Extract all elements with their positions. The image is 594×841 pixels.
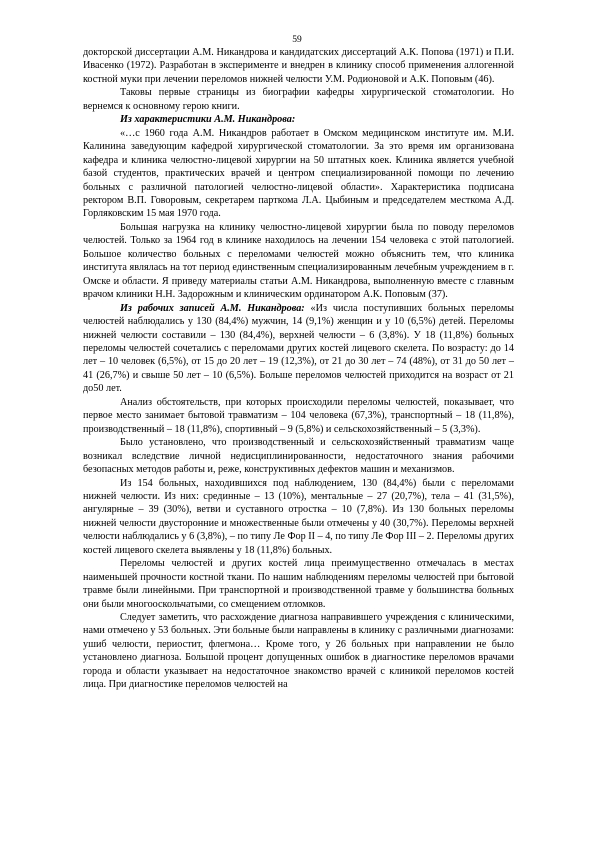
paragraph-lead: Из характеристики А.М. Никандрова:	[120, 114, 296, 126]
paragraph-text: «Из числа поступивших больных переломы челюстей наблюдались у 130 (84,4%) мужчин, 14 (9,1%) женщин и у 10 (6,5%) детей. Переломы нижней челюсти составили – 130 (84,4%), верхней челюсти – 6 (3,8%). У 18 (11,8%) больных переломы челюстей сочетались с переломами других костей лицевого скелета. По возрасту: до 14 лет – 10 человек (6,5%), от 15 до 20 лет – 19 (12,3%), от 21 до 30 лет – 74 (48%), от 31 до 50 лет – 41 (26,7%) и свыше 50 лет – 10 (6,5%). Больше переломов челюстей приходится на возраст от 21 до50 лет.	[83, 302, 514, 395]
paragraph-text: докторской диссертации А.М. Никандрова и кандидатских диссертаций А.К. Попова (1971) и П.И. Ивасенко (1972). Разработан в эксперименте и внедрен в клинику способ применения аллогенной костной муки при лечении переломов нижней челюсти У.М. Родионовой и А.К. Поповым (46).	[83, 47, 514, 85]
paragraph	[83, 221, 514, 302]
paragraph-text: Большая нагрузка на клинику челюстно-лицевой хирургии была по поводу переломов челюстей. Только за 1964 год в клинике находилось на лечении 154 человека с этой патологией. Большое количество больных с переломами челюстей можно объяснить тем, что клиника института являлась на тот период единственным специализированным лечебным учреждением в г. Омске и области. Я приведу материалы статьи А.М. Никандрова, выполненную вместе с главным врачом клиники Н.Н. Задорожным и клиническим ординатором А.К. Поповым (37).	[83, 221, 514, 301]
paragraph	[83, 396, 514, 436]
paragraph-text: Анализ обстоятельств, при которых происходили переломы челюстей, показывает, что первое место занимает бытовой травматизм – 104 человека (67,3%), транспортный – 18 (11,8%), производственный – 18 (11,8%), спортивный – 9 (5,8%) и сельскохозяйственный – 5 (3,3%).	[83, 396, 514, 435]
paragraph	[83, 611, 514, 692]
paragraph-text: Переломы челюстей и других костей лица преимущественно отмечалась в местах наименьшей прочности костной ткани. По нашим наблюдениям переломы челюстей при бытовой травме были линейными. При транспортной и производственной травме у большинства больных они были многооскольчатыми, со смещением отломков.	[83, 558, 514, 610]
paragraph-text: Следует заметить, что расхождение диагноза направившего учреждения с клиническими, нами отмечено у 53 больных. Эти больные были направлены в клинику с различными диагнозами: ушиб челюсти, периостит, флегмона… Кроме того, у 26 больных при направлении не было установлено диагноза. Большой процент допущенных ошибок в диагностике переломов врачами города и области указывает на недостаточное знакомство врачей с клиникой переломов костей лица. При диагностике переломов челюстей на	[83, 612, 514, 691]
paragraph	[83, 557, 514, 611]
paragraph-text: Таковы первые страницы из биографии кафедры хирургической стоматологии. Но вернемся к основному герою книги.	[83, 87, 514, 112]
paragraph	[83, 86, 514, 113]
paragraph-text: Было установлено, что производственный и сельскохозяйственный травматизм чаще возникал вследствие личной недисциплинированности, недостаточного знания рабочими безопасных методов работы и, реже, конструктивных дефектов машин и механизмов.	[83, 437, 514, 476]
paragraph	[83, 127, 514, 221]
paragraph	[83, 477, 514, 558]
paragraph	[83, 46, 514, 86]
paragraph	[83, 302, 514, 396]
paragraph-text: Из 154 больных, находившихся под наблюдением, 130 (84,4%) были с переломами нижней челюсти. Из них: срединные – 13 (10%), ментальные – 27 (20,7%), тела – 41 (31,5%), ангулярные – 39 (30%), ветви и суставного отростка – 10 (7,8%). Из 130 больных переломы нижней челюсти двусторонние и множественные были отмечены у 40 (30,7%). Переломы верхней челюсти наблюдались у 6 (3,8%), – по типу Ле Фор II – 4, по типу Ле Фор III – 2. Переломы других костей лицевого скелета выявлены у 18 (11,8%) больных.	[83, 477, 515, 556]
paragraph-text: «…с 1960 года А.М. Никандров работает в Омском медицинском институте им. М.И. Калинина заведующим кафедрой хирургической стоматологии. За это время им организована кафедра и клиника челюстно-лицевой хирургии на 50 штатных коек. Клиника является учебной базой студентов, практических врачей и центром специализированной помощи по лечению больных с различной патологией челюстно-лицевой области». Характеристика подписана ректором В.П. Говоровым, секретарем парткома Л.А. Цыбиным и председателем месткома А.Д. Горляковским 15 мая 1970 года.	[83, 127, 514, 220]
page-number: 59	[292, 35, 302, 45]
paragraph	[83, 436, 514, 476]
paragraph	[83, 113, 514, 126]
body-text	[83, 46, 514, 692]
paragraph-lead: Из рабочих записей А.М. Никандрова:	[120, 302, 305, 314]
